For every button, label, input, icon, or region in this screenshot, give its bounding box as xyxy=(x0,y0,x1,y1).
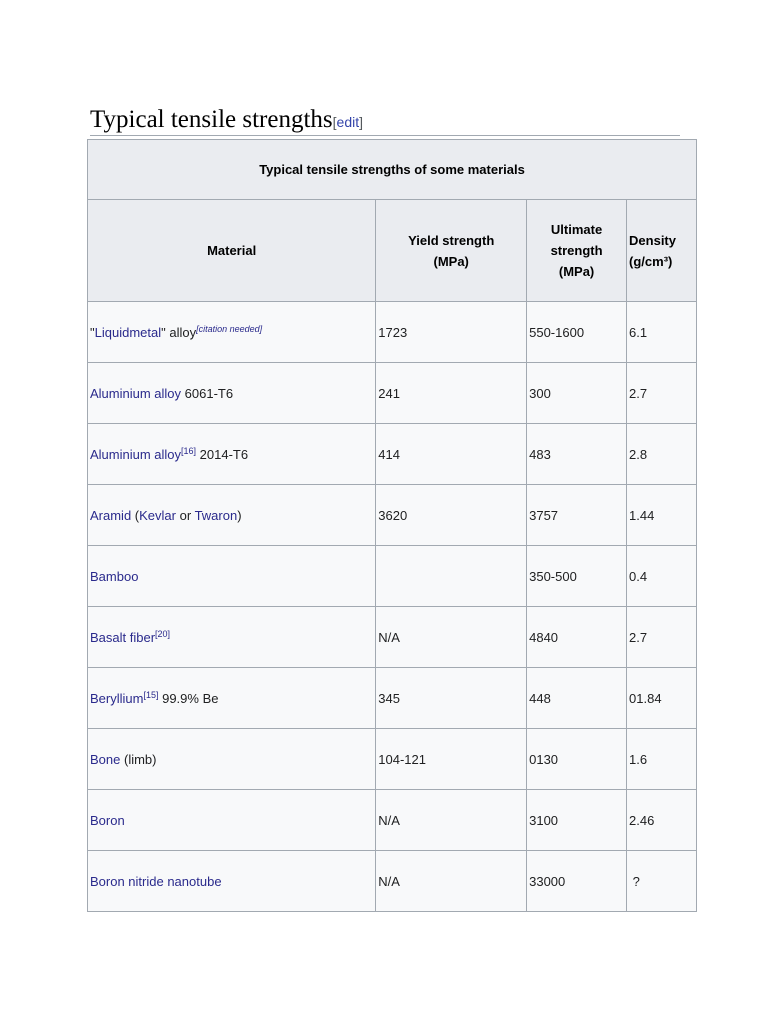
col-header-ultimate: Ultimate strength (MPa) xyxy=(527,200,627,302)
material-text: or xyxy=(176,507,195,523)
density-cell: ? xyxy=(627,851,697,912)
table-row xyxy=(88,424,697,485)
material-text: 99.9% Be xyxy=(158,690,219,706)
ultimate-cell: 448 xyxy=(527,668,627,729)
material-text: " xyxy=(90,324,95,340)
edit-bracket-open: [ xyxy=(332,114,337,130)
material-link[interactable]: Basalt fiber xyxy=(90,629,156,645)
reference-link[interactable]: [20] xyxy=(155,628,171,639)
material-link[interactable]: Aluminium alloy xyxy=(90,385,182,401)
yield-cell: 3620 xyxy=(376,485,527,546)
material-cell xyxy=(88,668,376,729)
material-link[interactable]: Boron nitride nanotube xyxy=(90,873,222,889)
material-cell xyxy=(88,485,376,546)
col-header-material: Material xyxy=(88,200,376,302)
ultimate-cell: 300 xyxy=(527,363,627,424)
table-row xyxy=(88,668,697,729)
material-text: 6061-T6 xyxy=(181,385,234,401)
section-title: Typical tensile strengths xyxy=(90,106,333,133)
material-link-kevlar[interactable]: Kevlar xyxy=(139,507,176,523)
yield-cell: N/A xyxy=(376,851,527,912)
density-cell: 2.7 xyxy=(627,363,697,424)
material-link[interactable]: Aramid xyxy=(90,507,132,523)
yield-cell: N/A xyxy=(376,790,527,851)
table-row xyxy=(88,607,697,668)
density-cell: 1.44 xyxy=(627,485,697,546)
material-text: " alloy xyxy=(161,324,197,340)
material-text: ) xyxy=(237,507,242,523)
material-cell xyxy=(88,607,376,668)
table-row xyxy=(88,485,697,546)
col-header-density: Density (g/cm³) xyxy=(627,200,697,302)
yield-cell: 345 xyxy=(376,668,527,729)
material-link[interactable]: Aluminium alloy xyxy=(90,446,182,462)
table-row xyxy=(88,546,697,607)
yield-cell: 104-121 xyxy=(376,729,527,790)
table-row xyxy=(88,729,697,790)
yield-cell: 241 xyxy=(376,363,527,424)
material-text: (limb) xyxy=(120,751,157,767)
density-cell: 2.7 xyxy=(627,607,697,668)
material-link[interactable]: Bamboo xyxy=(90,568,139,584)
density-cell: 0.4 xyxy=(627,546,697,607)
ultimate-cell: 3757 xyxy=(527,485,627,546)
section-heading xyxy=(90,106,680,136)
col-header-yield: Yield strength (MPa) xyxy=(376,200,527,302)
table-row xyxy=(88,302,697,363)
yield-cell: N/A xyxy=(376,607,527,668)
reference-link[interactable]: [15] xyxy=(143,689,159,700)
ultimate-cell: 33000 xyxy=(527,851,627,912)
material-text: 2014-T6 xyxy=(196,446,249,462)
table-caption: Typical tensile strengths of some materials xyxy=(88,140,697,200)
table-header-row xyxy=(88,200,697,302)
material-cell xyxy=(88,546,376,607)
material-text: ( xyxy=(131,507,140,523)
ultimate-cell: 550-1600 xyxy=(527,302,627,363)
density-cell: 6.1 xyxy=(627,302,697,363)
material-cell xyxy=(88,851,376,912)
ultimate-cell: 4840 xyxy=(527,607,627,668)
table-row xyxy=(88,790,697,851)
material-cell xyxy=(88,302,376,363)
material-link[interactable]: Boron xyxy=(90,812,125,828)
edit-link[interactable]: edit xyxy=(336,114,360,130)
citation-needed-note[interactable]: [citation needed] xyxy=(196,323,263,334)
material-link-twaron[interactable]: Twaron xyxy=(194,507,238,523)
material-cell xyxy=(88,363,376,424)
edit-bracket-close: ] xyxy=(359,114,363,130)
material-link[interactable]: Beryllium xyxy=(90,690,144,706)
material-cell xyxy=(88,729,376,790)
density-cell: 01.84 xyxy=(627,668,697,729)
tensile-strength-table xyxy=(87,139,697,912)
ultimate-cell: 3100 xyxy=(527,790,627,851)
density-cell: 2.46 xyxy=(627,790,697,851)
ultimate-cell: 0130 xyxy=(527,729,627,790)
yield-cell: 1723 xyxy=(376,302,527,363)
ultimate-cell: 483 xyxy=(527,424,627,485)
yield-cell xyxy=(376,546,527,607)
material-cell xyxy=(88,790,376,851)
material-cell xyxy=(88,424,376,485)
material-link[interactable]: Liquidmetal xyxy=(94,324,162,340)
table-row xyxy=(88,363,697,424)
table-row xyxy=(88,851,697,912)
ultimate-cell: 350-500 xyxy=(527,546,627,607)
density-cell: 1.6 xyxy=(627,729,697,790)
yield-cell: 414 xyxy=(376,424,527,485)
reference-link[interactable]: [16] xyxy=(181,445,197,456)
density-cell: 2.8 xyxy=(627,424,697,485)
material-link[interactable]: Bone xyxy=(90,751,121,767)
